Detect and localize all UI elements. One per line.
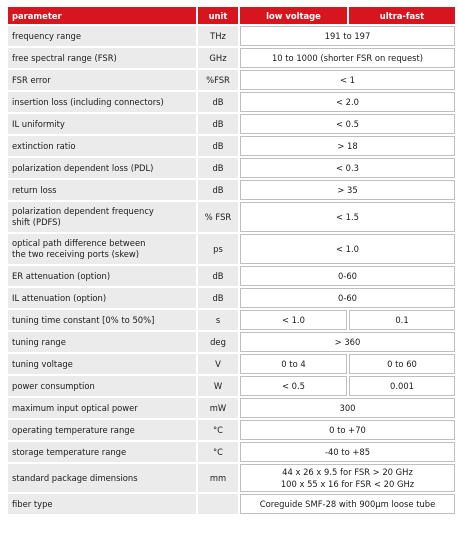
table-row (8, 420, 455, 440)
table-row (8, 376, 455, 396)
low-voltage-value: < 1.0 (240, 310, 347, 330)
value-cell: < 0.3 (240, 158, 455, 178)
table-row (8, 266, 455, 286)
unit-cell: mW (198, 398, 238, 418)
table-row (8, 354, 455, 374)
unit-cell: dB (198, 136, 238, 156)
value-cell: > 360 (240, 332, 455, 352)
unit-cell: mm (198, 464, 238, 492)
ultra-fast-value: 0.1 (349, 310, 455, 330)
param-fsr-error: FSR error (8, 70, 196, 90)
value-cell: 191 to 197 (240, 26, 455, 46)
low-voltage-value: 0 to 4 (240, 354, 347, 374)
unit-cell: dB (198, 180, 238, 200)
table-row (8, 494, 455, 514)
param-tuning-voltage: tuning voltage (8, 354, 196, 374)
unit-cell: deg (198, 332, 238, 352)
param-extinction-ratio: extinction ratio (8, 136, 196, 156)
param-pdfs (8, 202, 196, 232)
unit-cell: ps (198, 234, 238, 264)
param-frequency-range: frequency range (8, 26, 196, 46)
param-line: optical path difference between (12, 238, 146, 248)
value-cell: Coreguide SMF-28 with 900µm loose tube (240, 494, 455, 514)
unit-cell: dB (198, 266, 238, 286)
unit-cell: V (198, 354, 238, 374)
param-fiber-type: fiber type (8, 494, 196, 514)
unit-cell: THz (198, 26, 238, 46)
param-il-attenuation: IL attenuation (option) (8, 288, 196, 308)
value-cell: < 1.0 (240, 234, 455, 264)
value-cell: > 18 (240, 136, 455, 156)
low-voltage-value: < 0.5 (240, 376, 347, 396)
param-il-uniformity: IL uniformity (8, 114, 196, 134)
header-parameter: parameter (8, 7, 196, 24)
param-tuning-range: tuning range (8, 332, 196, 352)
value-cell: -40 to +85 (240, 442, 455, 462)
ultra-fast-value: 0.001 (349, 376, 455, 396)
value-cell: 0-60 (240, 266, 455, 286)
param-operating-temperature: operating temperature range (8, 420, 196, 440)
unit-cell: dB (198, 158, 238, 178)
param-return-loss: return loss (8, 180, 196, 200)
param-max-input-power: maximum input optical power (8, 398, 196, 418)
value-cell: < 1.5 (240, 202, 455, 232)
unit-cell: s (198, 310, 238, 330)
table-row (8, 114, 455, 134)
value-cell (240, 464, 455, 492)
table-row (8, 92, 455, 112)
value-line: 44 x 26 x 9.5 for FSR > 20 GHz (282, 467, 413, 477)
value-cell: > 35 (240, 180, 455, 200)
header-unit: unit (198, 7, 238, 24)
param-power-consumption: power consumption (8, 376, 196, 396)
header-ultra-fast: ultra-fast (349, 7, 455, 24)
param-insertion-loss: insertion loss (including connectors) (8, 92, 196, 112)
table-row (8, 398, 455, 418)
unit-cell: % FSR (198, 202, 238, 232)
table-row (8, 234, 455, 264)
param-pdl: polarization dependent loss (PDL) (8, 158, 196, 178)
param-line: polarization dependent frequency (12, 206, 154, 216)
param-storage-temperature: storage temperature range (8, 442, 196, 462)
table-row (8, 70, 455, 90)
param-skew (8, 234, 196, 264)
table-row (8, 26, 455, 46)
value-cell: < 2.0 (240, 92, 455, 112)
unit-cell: GHz (198, 48, 238, 68)
param-package-dimensions: standard package dimensions (8, 464, 196, 492)
table-row (8, 464, 455, 492)
unit-cell: °C (198, 420, 238, 440)
param-line: shift (PDFS) (12, 217, 61, 227)
value-cell: 0 to +70 (240, 420, 455, 440)
value-cell: 0-60 (240, 288, 455, 308)
param-tuning-time-constant: tuning time constant [0% to 50%] (8, 310, 196, 330)
table-row (8, 180, 455, 200)
table-row (8, 158, 455, 178)
table-row (8, 202, 455, 232)
value-cell: 300 (240, 398, 455, 418)
specification-table (6, 5, 457, 516)
param-free-spectral-range: free spectral range (FSR) (8, 48, 196, 68)
unit-cell: W (198, 376, 238, 396)
unit-cell: %FSR (198, 70, 238, 90)
param-er-attenuation: ER attenuation (option) (8, 266, 196, 286)
table-row (8, 48, 455, 68)
table-row (8, 136, 455, 156)
table-row (8, 288, 455, 308)
unit-cell: °C (198, 442, 238, 462)
value-cell: 10 to 1000 (shorter FSR on request) (240, 48, 455, 68)
unit-cell (198, 494, 238, 514)
table-header-row (8, 7, 455, 24)
table-row (8, 442, 455, 462)
ultra-fast-value: 0 to 60 (349, 354, 455, 374)
unit-cell: dB (198, 288, 238, 308)
param-line: the two receiving ports (skew) (12, 249, 140, 259)
table-row (8, 310, 455, 330)
value-cell: < 1 (240, 70, 455, 90)
value-line: 100 x 55 x 16 for FSR < 20 GHz (280, 479, 415, 489)
unit-cell: dB (198, 114, 238, 134)
table-row (8, 332, 455, 352)
unit-cell: dB (198, 92, 238, 112)
value-cell: < 0.5 (240, 114, 455, 134)
header-low-voltage: low voltage (240, 7, 347, 24)
